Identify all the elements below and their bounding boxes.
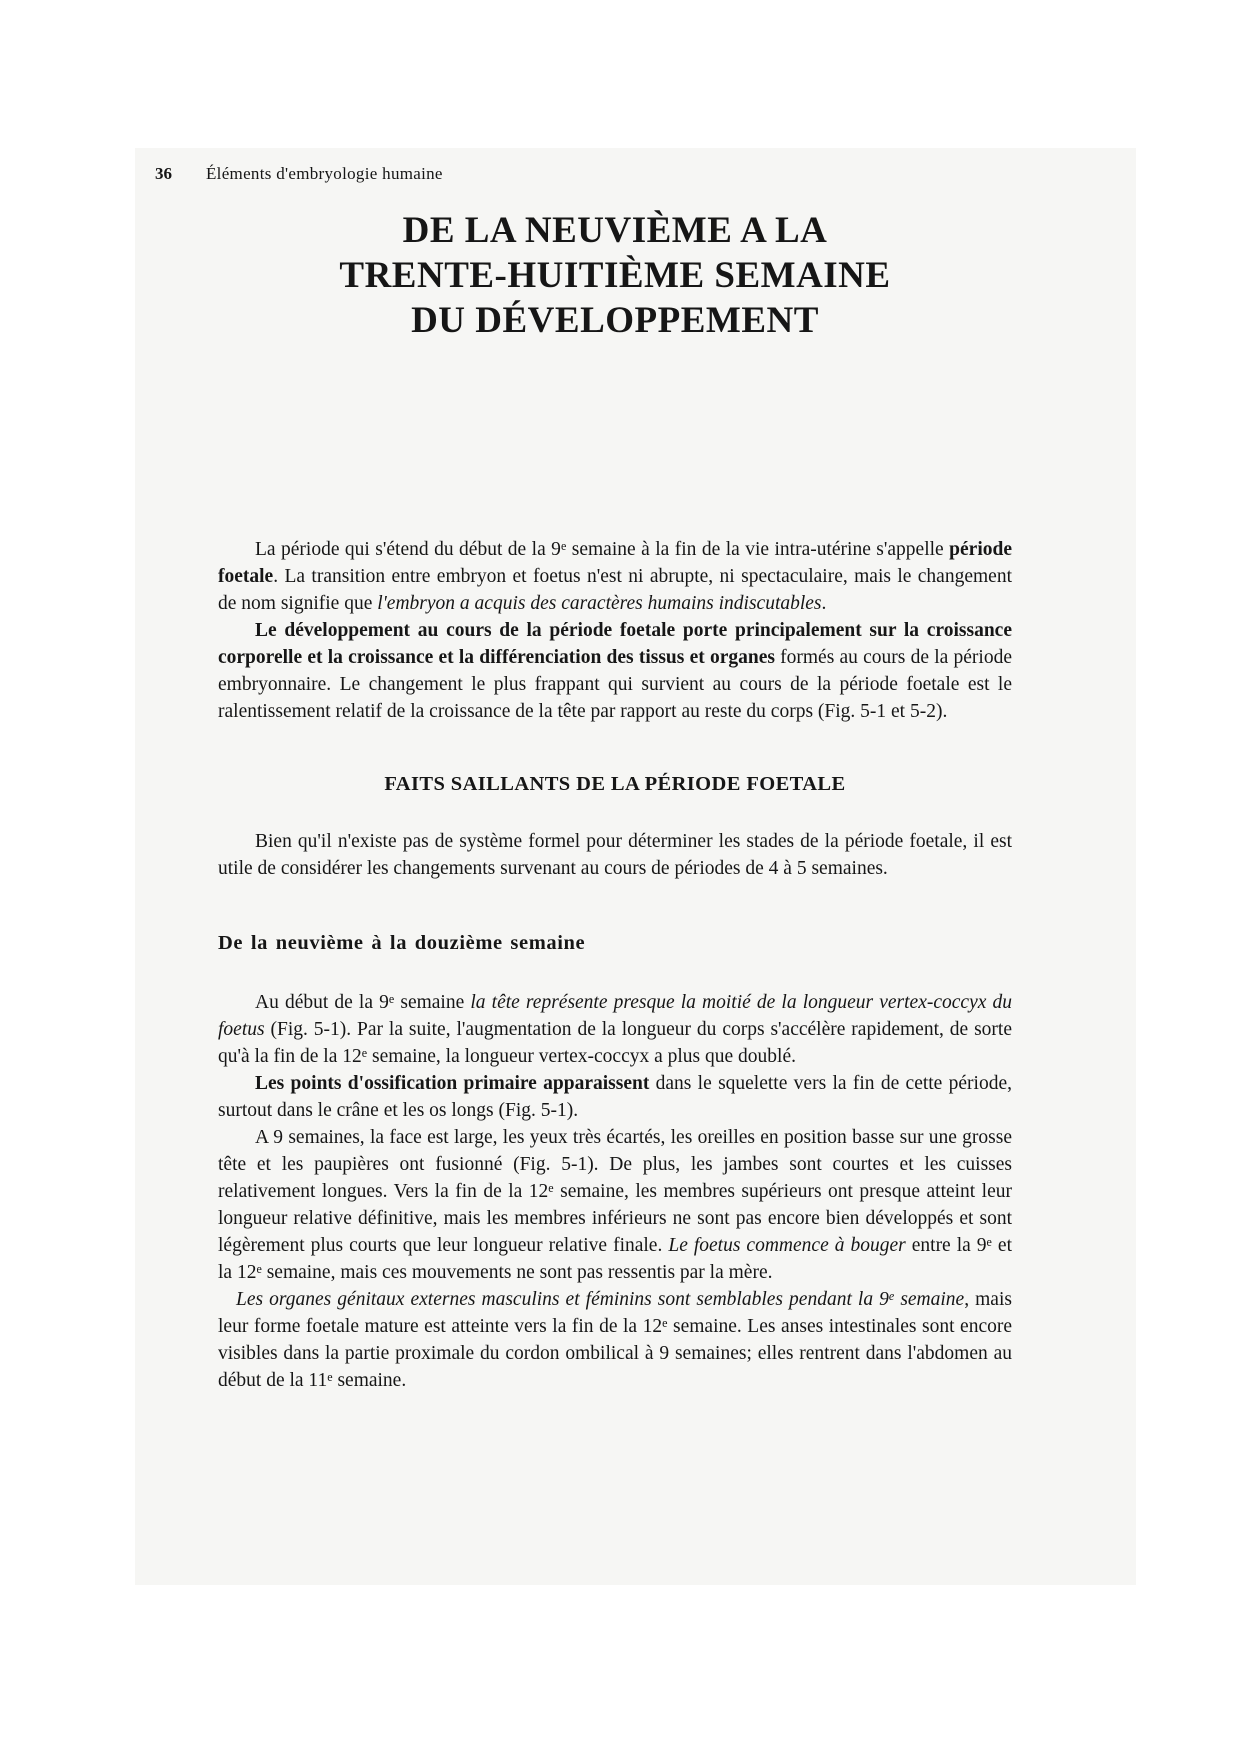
paragraph (218, 828, 1012, 882)
text-run: Les organes génitaux externes masculins et féminins sont semblables pendant la 9 (236, 1289, 889, 1310)
chapter-title-line: TRENTE-HUITIÈME SEMAINE (339, 255, 891, 296)
text-run: Le foetus commence à bouger (668, 1235, 906, 1256)
text-run: l'embryon a acquis des caractères humains indiscutables (377, 593, 822, 614)
text-run: e (986, 1234, 992, 1249)
running-title: Éléments d'embryologie humaine (206, 164, 443, 183)
text-run: e (888, 1288, 895, 1303)
text-run: semaine (894, 1289, 965, 1310)
paragraph (218, 617, 1012, 725)
text-run: . (821, 593, 827, 614)
text-run: , mais leur forme foetale mature est atteinte vers la fin de la 12 (218, 1289, 1012, 1337)
text-run: semaine, les membres supérieurs ont presque atteint leur longueur relative définitive, mais les membres inférieurs ne sont pas encore bien développés et sont légèrement plus courts que leur longueur relative finale. (218, 1181, 1013, 1256)
text-run: Au début de la 9 (255, 992, 389, 1013)
paragraph (218, 1070, 1012, 1124)
paragraph (218, 1286, 1012, 1394)
text-run: e (327, 1369, 333, 1384)
text-run: semaine (394, 992, 471, 1013)
text-run: formés au cours de la période embryonnaire. Le changement le plus frappant qui survient au cours de la période foetale est le ralentissement relatif de la croissance de la tête par rapport au reste du corps (Fig. 5-1 et 5-2). (218, 647, 1012, 722)
scanned-page (135, 148, 1136, 1585)
text-run: dans le squelette vers la fin de cette période, surtout dans le crâne et les os longs (Fig. 5-1). (218, 1073, 1012, 1121)
section-heading: FAITS SAILLANTS DE LA PÉRIODE FOETALE (384, 773, 846, 795)
paragraph (218, 1124, 1012, 1286)
body-content (218, 536, 1012, 1394)
text-run: semaine. Les anses intestinales sont encore visibles dans la partie proximale du cordon ombilical à 9 semaines; elles rentrent dans l'abdomen au début de la 11 (218, 1316, 1012, 1391)
text-run: e (256, 1261, 262, 1276)
text-run: entre la 9 (905, 1235, 987, 1256)
text-run: semaine, la longueur vertex-coccyx a plus que doublé. (367, 1046, 796, 1067)
chapter-title-line: DU DÉVELOPPEMENT (411, 300, 819, 341)
text-run: et la 12 (218, 1235, 1013, 1283)
text-run: . La transition entre embryon et foetus n'est ni abrupte, ni spectaculaire, mais le changement de nom signifie que (218, 566, 1012, 614)
content-column (218, 148, 1013, 1391)
text-run: A 9 semaines, la face est large, les yeux très écartés, les oreilles en position basse sur une grosse tête et les paupières ont fusionné (Fig. 5-1). De plus, les jambes sont courtes et les cuisses relativement longues. Vers la fin de la 12 (218, 1127, 1012, 1202)
page-number: 36 (155, 164, 172, 183)
text-run: semaine à la fin de la vie intra-utérine s'appelle (566, 539, 950, 560)
chapter-title-line: DE LA NEUVIÈME A LA (402, 210, 828, 251)
text-run: e (560, 538, 567, 553)
text-run: e (388, 991, 395, 1006)
paragraph (218, 536, 1012, 617)
text-run: période foetale (218, 539, 1012, 587)
text-run: e (662, 1315, 668, 1330)
text-run: (Fig. 5-1). Par la suite, l'augmentation de la longueur du corps s'accélère rapidement, de sorte qu'à la fin de la 12 (218, 1019, 1012, 1067)
text-run: e (361, 1045, 368, 1060)
subsection-heading: De la neuvième à la douzième semaine (218, 932, 586, 954)
chapter-title (218, 208, 1012, 343)
text-run: e (548, 1180, 554, 1195)
text-run: Le développement au cours de la période foetale porte principalement sur la croissance corporelle et la croissance et la différenciation des tissus et organes (218, 620, 1012, 668)
text-run: Bien qu'il n'existe pas de système formel pour déterminer les stades de la période foetale, il est utile de considérer les changements survenant au cours de périodes de 4 à 5 semaines. (218, 831, 1012, 879)
text-run: semaine, mais ces mouvements ne sont pas ressentis par la mère. (261, 1262, 773, 1283)
text-run: la tête représente presque la moitié de la longueur vertex-coccyx du foetus (218, 992, 1013, 1040)
paragraph (218, 989, 1012, 1070)
text-run: Les points d'ossification primaire apparaissent (255, 1073, 650, 1094)
text-run: semaine. (332, 1370, 407, 1391)
text-run: La période qui s'étend du début de la 9 (255, 539, 561, 560)
